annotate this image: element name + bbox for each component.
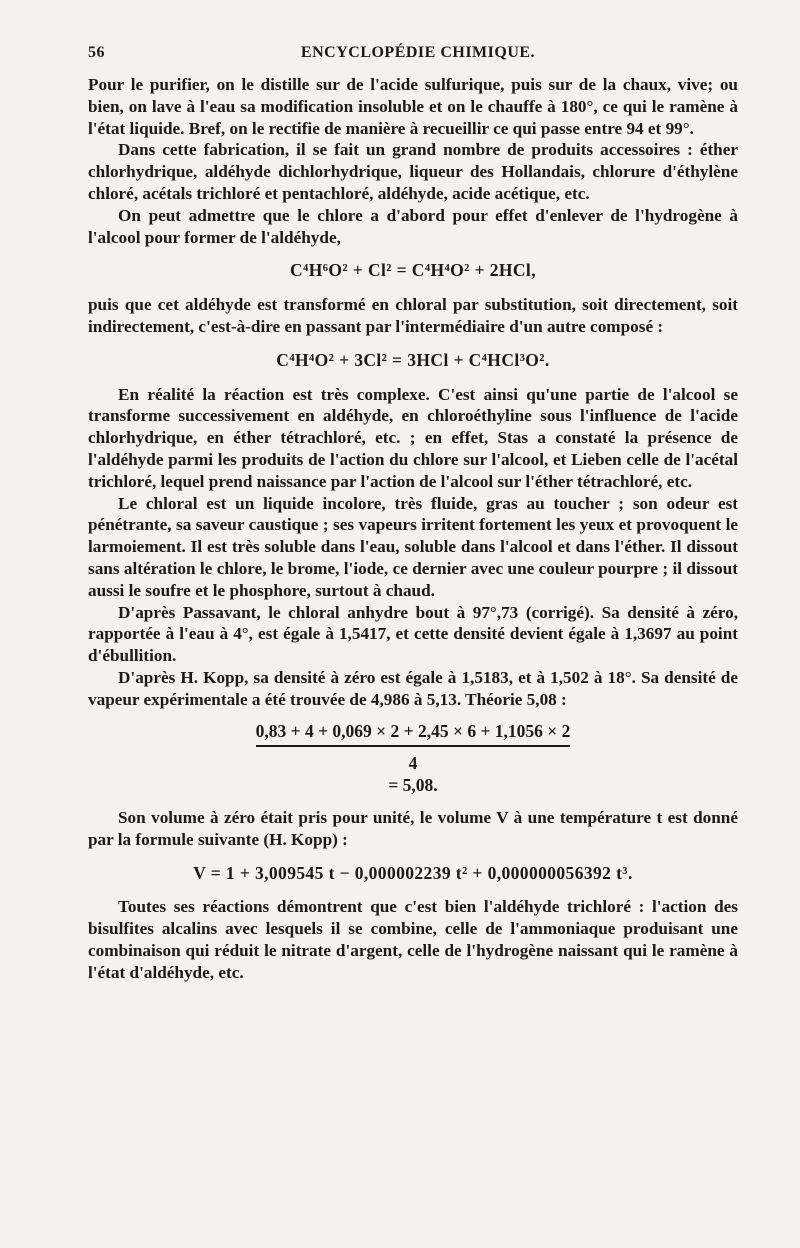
paragraph-reactions: Toutes ses réactions démontrent que c'est bien l'aldéhyde trichloré : l'action des bisulfites alcalins avec lesquels il se combine, celle de l'ammoniaque produisant une combinaison qui réduit le nitrate d'argent, celle de l'hydrogène naissant qui le ramène à l'état d'aldéhyde, etc. bbox=[88, 897, 738, 982]
vapor-density-fraction bbox=[153, 721, 673, 797]
page-header-title: ENCYCLOPÉDIE CHIMIQUE. bbox=[300, 44, 536, 61]
body-text bbox=[88, 74, 738, 983]
formula-chloral: C⁴H⁴O² + 3Cl² = 3HCl + C⁴HCl³O². bbox=[276, 349, 550, 370]
paragraph-kopp-density: D'après H. Kopp, sa densité à zéro est égale à 1,5183, et à 1,502 à 18°. Sa densité de vapeur expérimentale a été trouvée de 4,986 à 5,13. Théorie 5,08 : bbox=[88, 667, 738, 709]
paragraph-complexity: En réalité la réaction est très complexe. C'est ainsi qu'une partie de l'alcool se transforme successivement en aldéhyde, en chloroéthyline sous l'influence de l'acide chlorhydrique, en éther tétrachloré, etc. ; en effet, Stas a constaté la présence de l'aldéhyde parmi les produits de l'action du chlore sur l'alcool, et Lieben celle de l'acétal trichloré, lequel prend naissance par l'action de l'alcool sur l'éther tétrachloré, etc. bbox=[88, 384, 738, 491]
paragraph-purification: Pour le purifier, on le distille sur de l'acide sulfurique, puis sur de la chaux, vive; ou bien, on lave à l'eau sa modification insoluble et on le chauffe à 180°, ce qui le ramène à l'état liquide. Bref, on le rectifie de manière à recueillir ce qui passe entre 94 et 99°. bbox=[88, 75, 738, 138]
paragraph-properties: Le chloral est un liquide incolore, très fluide, gras au toucher ; son odeur est pénétrante, sa saveur caustique ; ses vapeurs irritent fortement les yeux et provoquent le larmoiement. Il est très soluble dans l'eau, soluble dans l'alcool et dans l'éther. Il dissout sans altération le chlore, le brome, l'iode, ce dernier avec une couleur pourpre ; il dissout aussi le soufre et le phosphore, surtout à chaud. bbox=[88, 493, 738, 600]
fraction-denominator: 4 bbox=[408, 753, 418, 774]
formula-aldehyde: C⁴H⁶O² + Cl² = C⁴H⁴O² + 2HCl, bbox=[290, 260, 536, 281]
paragraph-mechanism: On peut admettre que le chlore a d'abord pour effet d'enlever de l'hydrogène à l'alcool pour former de l'aldéhyde, bbox=[88, 205, 738, 247]
page-number: 56 bbox=[88, 44, 105, 61]
fraction-result: = 5,08. bbox=[388, 775, 438, 796]
paragraph-passavant: D'après Passavant, le chloral anhydre bout à 97°,73 (corrigé). Sa densité à zéro, rapportée à l'eau à 4°, est égale à 1,5417, et cette densité devient égale à 1,3697 au point d'ébullition. bbox=[88, 602, 738, 666]
paragraph-volume: Son volume à zéro était pris pour unité, le volume V à une température t est donné par la formule suivante (H. Kopp) : bbox=[88, 807, 738, 849]
running-head bbox=[88, 40, 738, 66]
formula-volume: V = 1 + 3,009545 t − 0,000002239 t² + 0,000000056392 t³. bbox=[193, 862, 633, 883]
paragraph-byproducts: Dans cette fabrication, il se fait un grand nombre de produits accessoires : éther chlorhydrique, aldéhyde dichlorhydrique, liqueur des Hollandais, chlorure d'éthylène chloré, acétals trichloré et pentachloré, aldéhyde, acide acétique, etc. bbox=[88, 140, 738, 203]
fraction-numerator: 0,83 + 4 + 0,069 × 2 + 2,45 × 6 + 1,1056 × 2 bbox=[256, 721, 571, 748]
paragraph-substitution: puis que cet aldéhyde est transformé en chloral par substitution, soit directement, soit indirectement, c'est-à-dire en passant par l'intermédiaire d'un autre composé : bbox=[88, 295, 738, 336]
